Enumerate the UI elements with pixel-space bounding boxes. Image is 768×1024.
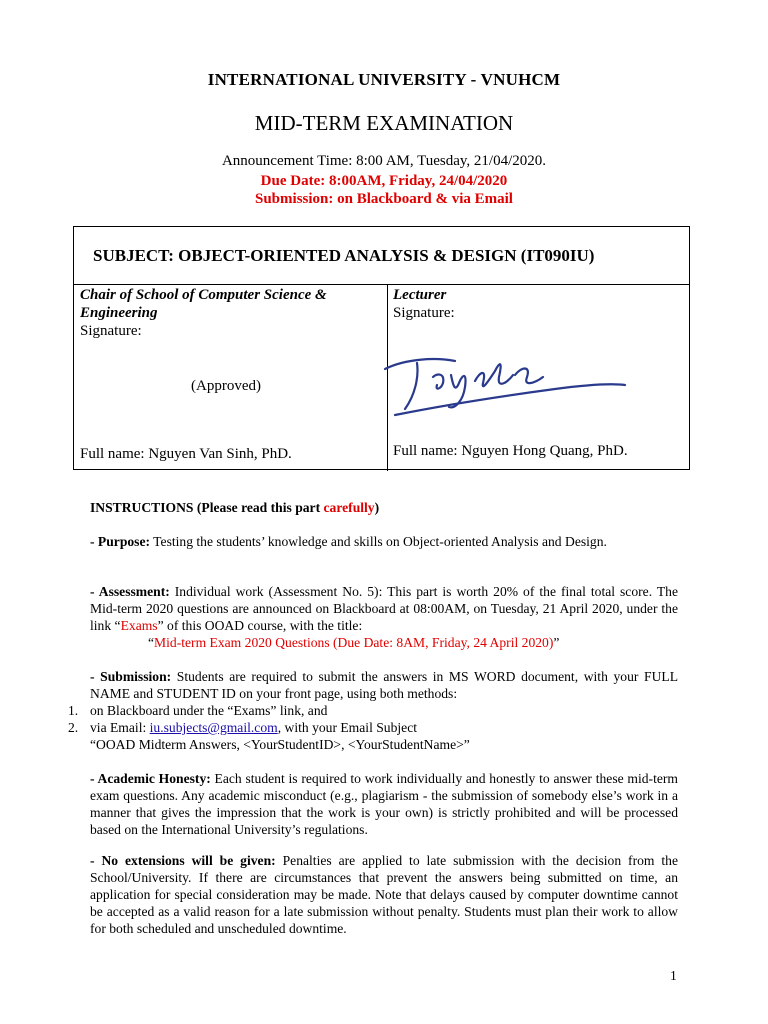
university-name: INTERNATIONAL UNIVERSITY - VNUHCM (207, 70, 561, 89)
assessment-paragraph: - Assessment: Individual work (Assessment No. 5): This part is worth 20% of the final total score. The Mid-term 2020 questions are announced on Blackboard at 08:00AM, on Tuesday, 21 April 2020, under the link “Exams” of this OOAD course, with the title: “Mid-term Exam 2020 Questions (Due Date: 8AM, Friday, 24 April 2020)” (90, 584, 678, 650)
email-link[interactable]: iu.subjects@gmail.com (149, 720, 278, 735)
submission-method: Submission: on Blackboard & via Email (255, 191, 513, 207)
chair-signature-label: Signature: (80, 323, 142, 339)
chair-role-line2: Engineering (80, 305, 158, 321)
lecturer-signature-image (375, 337, 631, 423)
no-extensions-paragraph: - No extensions will be given: Penalties are applied to late submission with the decision from the School/University. If there are circumstances that prevent the answers being submitted on time, an application for special consideration may be made. Note that delays caused by computer downtime cannot be accepted as a valid reason for a late submission without penalty. Students must plan their work to allow for both scheduled and unscheduled downtime. (90, 853, 679, 936)
instructions-heading: INSTRUCTIONS (Please read this part carefully) (90, 500, 380, 515)
academic-honesty-paragraph: - Academic Honesty: Each student is required to work individually and honestly to answer these mid-term exam questions. Any academic misconduct (e.g., plagiarism - the submission of somebody else’s work in a manner that gives the impression that the work is your own) is strictly prohibited and will be processed based on the International University’s regulations. (90, 771, 678, 837)
announcement-time: Announcement Time: 8:00 AM, Tuesday, 21/04/2020. (221, 153, 547, 169)
page-number: 1 (670, 968, 677, 983)
exam-title: MID-TERM EXAMINATION (254, 111, 514, 135)
approved-label: (Approved) (191, 378, 261, 394)
purpose-paragraph: - Purpose: Testing the students’ knowledge and skills on Object-oriented Analysis and Design. (90, 534, 607, 549)
list-item: 1. on Blackboard under the “Exams” link, and (68, 703, 328, 718)
lecturer-full-name: Full name: Nguyen Hong Quang, PhD. (393, 443, 628, 459)
chair-full-name: Full name: Nguyen Van Sinh, PhD. (80, 446, 292, 462)
due-date: Due Date: 8:00AM, Friday, 24/04/2020 (260, 173, 508, 189)
lecturer-signature-label: Signature: (393, 305, 455, 321)
subject-title: SUBJECT: OBJECT-ORIENTED ANALYSIS & DESIGN (IT090IU) (74, 227, 689, 285)
lecturer-role: Lecturer (393, 287, 447, 303)
chair-cell (80, 286, 380, 340)
email-subject: “OOAD Midterm Answers, <YourStudentID>, <YourStudentName>” (90, 737, 470, 752)
list-item: 2. via Email: iu.subjects@gmail.com, with your Email Subject (68, 720, 418, 735)
submission-paragraph: - Submission: Students are required to submit the answers in MS WORD document, with your FULL NAME and STUDENT ID on your front page, using both methods: (90, 669, 678, 701)
lecturer-cell (393, 286, 683, 322)
chair-role-line1: Chair of School of Computer Science & (80, 287, 327, 303)
